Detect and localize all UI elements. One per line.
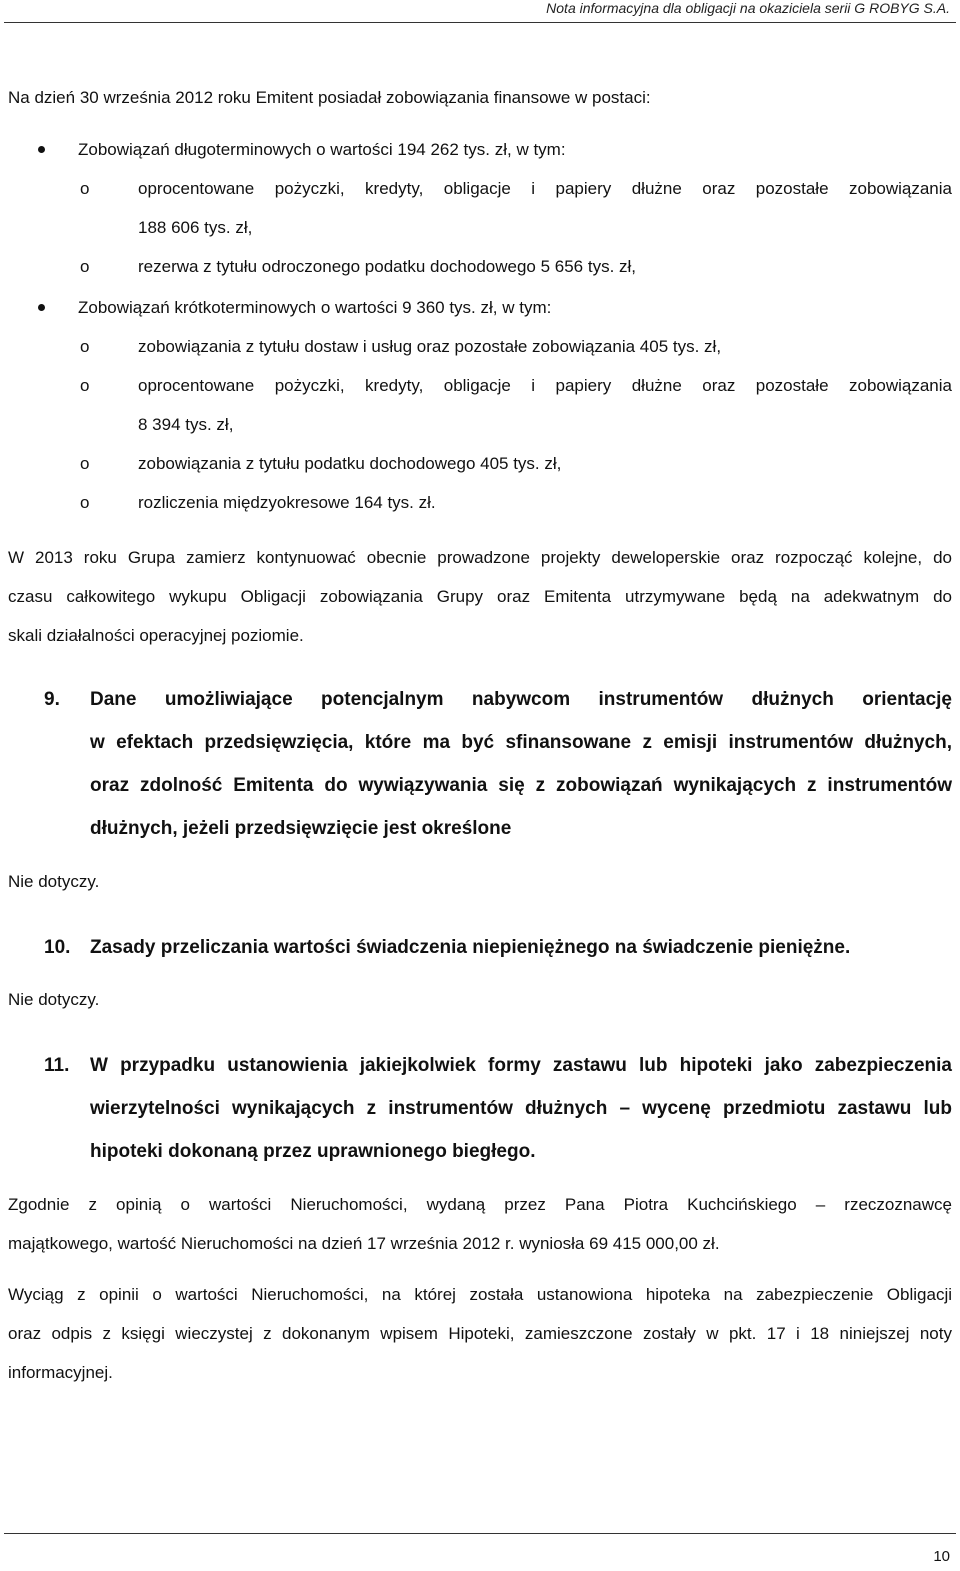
sub-item-line: oprocentowane pożyczki, kredyty, obligacje i papiery dłużne oraz pozostałe zobowiązania [138,179,952,198]
sub-item [0,366,952,444]
excerpt-paragraph [8,1275,952,1392]
circle-marker-icon: o [80,337,90,356]
section-11-heading [44,1044,952,1173]
circle-marker-icon: o [80,376,90,395]
section-title [90,678,952,850]
footer-divider [4,1533,956,1534]
paragraph-line: skali działalności operacyjnej poziomie. [8,626,304,645]
circle-marker-icon: o [80,493,90,512]
paragraph-2013-plans [8,538,952,655]
sub-item-text: zobowiązania z tytułu dostaw i usług oraz pozostałe zobowiązania 405 tys. zł, [138,337,722,356]
paragraph-line: oraz odpis z księgi wieczystej z dokonanym wpisem Hipoteki, zamieszczone zostały w pkt. 17 i 18 niniejszej noty [8,1324,952,1343]
section-number: 10. [44,937,71,958]
sub-item-text: zobowiązania z tytułu podatku dochodowego 405 tys. zł, [138,454,562,473]
sub-item [0,169,952,247]
bullet-text: Zobowiązań długoterminowych o wartości 194 262 tys. zł, w tym: [78,140,566,159]
section-title-line: Dane umożliwiające potencjalnym nabywcom instrumentów dłużnych orientację [90,689,952,710]
section-title-line: W przypadku ustanowienia jakiejkolwiek formy zastawu lub hipoteki jako zabezpieczenia [90,1055,952,1076]
section-10-body: Nie dotyczy. [8,990,100,1009]
bullet-dot-icon [38,304,45,311]
circle-marker-icon: o [80,179,90,198]
sub-item-text [138,169,952,247]
paragraph-line: informacyjnej. [8,1363,113,1382]
section-title-line: w efektach przedsięwzięcia, które ma być sfinansowane z emisji instrumentów dłużnych, [90,732,952,753]
section-title-line: dłużnych, jeżeli przedsięwzięcie jest określone [90,818,512,839]
section-title [90,1044,952,1173]
header-divider [4,22,956,23]
paragraph-line: majątkowego, wartość Nieruchomości na dzień 17 września 2012 r. wyniosła 69 415 000,00 zł. [8,1234,720,1253]
section-title-line: oraz zdolność Emitenta do wywiązywania się z zobowiązań wynikających z instrumentów [90,775,952,796]
bullet-text: Zobowiązań krótkoterminowych o wartości 9 360 tys. zł, w tym: [78,298,552,317]
section-number: 11. [44,1055,70,1076]
sub-item-line: 8 394 tys. zł, [138,415,234,434]
sub-item-line: oprocentowane pożyczki, kredyty, obligacje i papiery dłużne oraz pozostałe zobowiązania [138,376,952,395]
bullet-dot-icon [38,146,45,153]
section-9-body: Nie dotyczy. [8,872,100,891]
section-title-line: hipoteki dokonaną przez uprawnionego biegłego. [90,1141,536,1162]
circle-marker-icon: o [80,257,90,276]
paragraph-line: W 2013 roku Grupa zamierz kontynuować obecnie prowadzone projekty deweloperskie oraz rozpocząć kolejne, do [8,548,952,567]
sub-item-text [138,366,952,444]
section-title: Zasady przeliczania wartości świadczenia niepieniężnego na świadczenie pieniężne. [90,937,851,958]
page-number: 10 [933,1548,950,1565]
section-9-heading [44,678,952,850]
section-title-line: wierzytelności wynikających z instrumentów dłużnych – wycenę przedmiotu zastawu lub [90,1098,952,1119]
paragraph-line: Wyciąg z opinii o wartości Nieruchomości, na której została ustanowiona hipoteka na zabezpieczenie Obligacji [8,1285,952,1304]
sub-item-line: 188 606 tys. zł, [138,218,253,237]
paragraph-line: Zgodnie z opinią o wartości Nieruchomości, wydaną przez Pana Piotra Kuchcińskiego – rzeczoznawcę [8,1195,952,1214]
intro-paragraph: Na dzień 30 września 2012 roku Emitent posiadał zobowiązania finansowe w postaci: [8,88,651,107]
paragraph-line: czasu całkowitego wykupu Obligacji zobowiązania Grupy oraz Emitenta utrzymywane będą na adekwatnym do [8,587,952,606]
valuation-paragraph [8,1185,952,1263]
section-number: 9. [44,689,60,710]
circle-marker-icon: o [80,454,90,473]
sub-item-text: rezerwa z tytułu odroczonego podatku dochodowego 5 656 tys. zł, [138,257,637,276]
sub-item-text: rozliczenia międzyokresowe 164 tys. zł. [138,493,436,512]
running-header: Nota informacyjna dla obligacji na okaziciela serii G ROBYG S.A. [546,0,950,16]
